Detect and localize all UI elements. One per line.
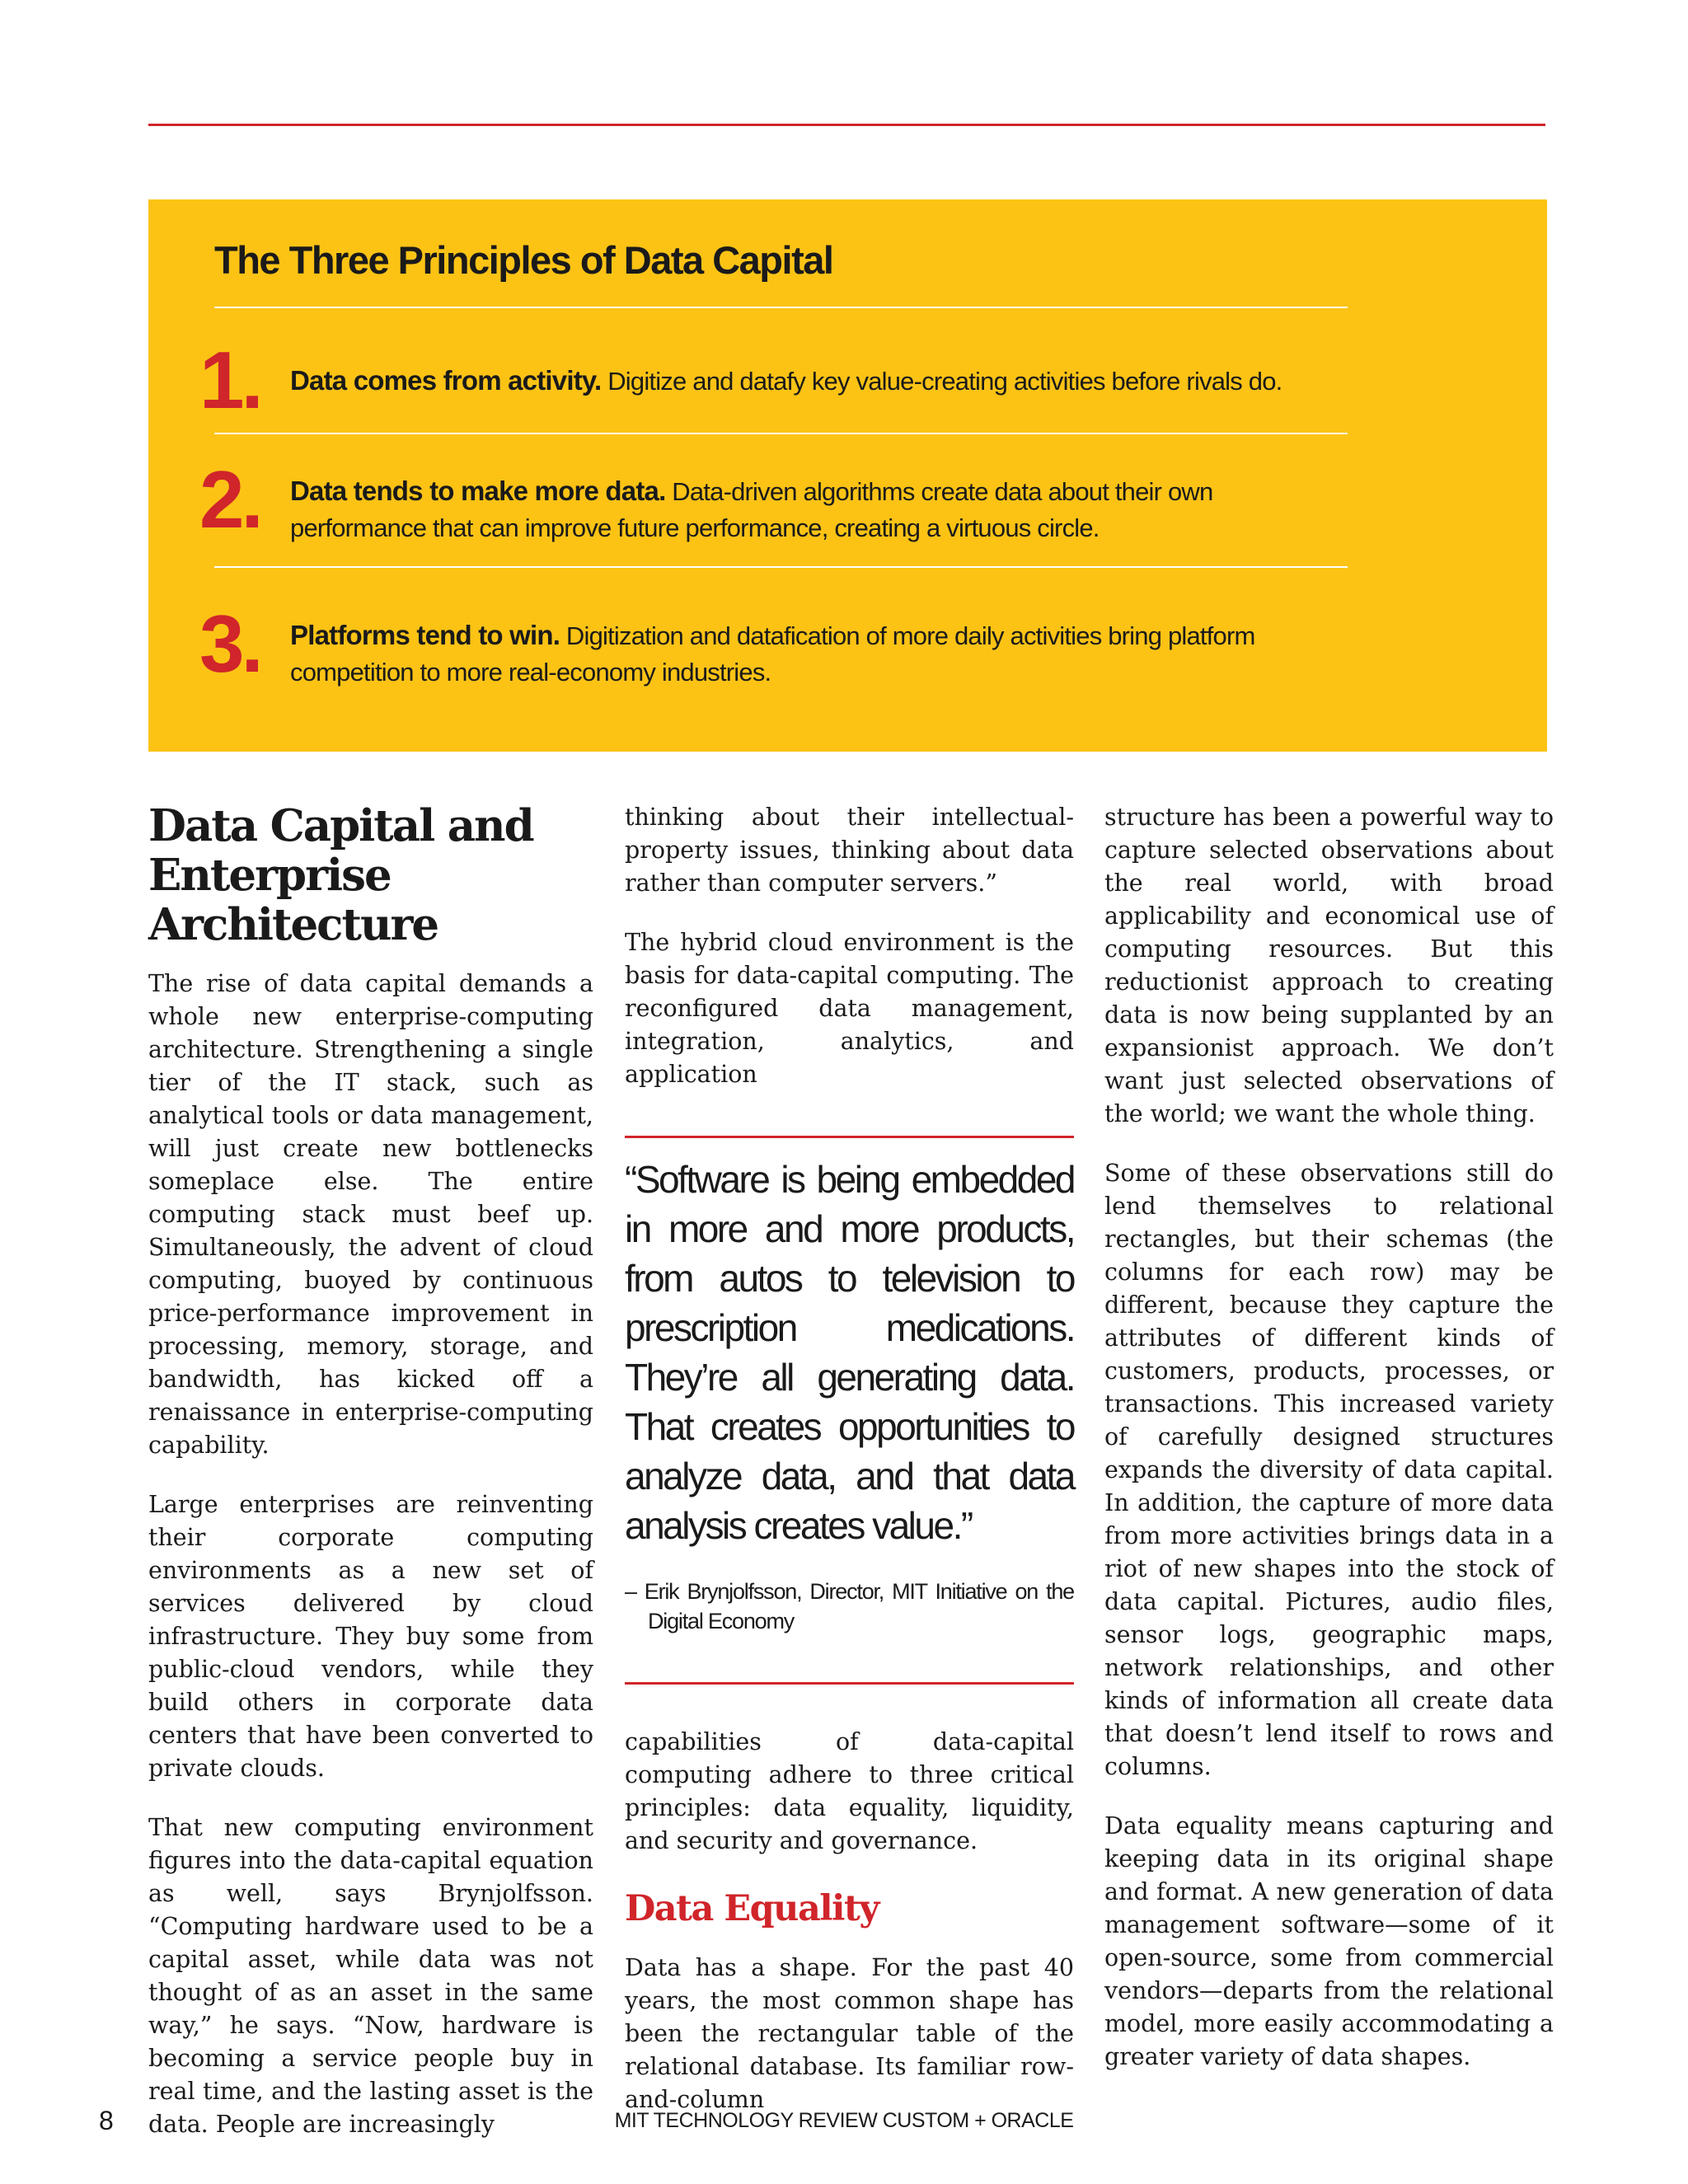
principle-text [290,617,1353,691]
principle-number: 1. [199,335,260,425]
principle-lead: Data comes from activity. [290,365,602,396]
body-paragraph: capabilities of data-capital computing adhere to three critical principles: data equality, liquidity, and security and governance. [625,1728,1074,1854]
page-number: 8 [99,2106,114,2135]
quote-attribution: – Erik Brynjolfsson, Director, MIT Initiative on the Digital Economy [625,1579,1074,1633]
body-paragraph: Some of these observations still do lend themselves to relational rectangles, but their schemas (the columns for each row) may be different, because they capture the attributes of different kinds of customers, products, processes, or transactions. This increased variety of carefully designed structures expands the diversity of data capital. In addition, the capture of more data from more activities brings data in a riot of new shapes into the stock of data capital. Pictures, audio files, sensor logs, geographic maps, network relationships, and other kinds of information all create data that doesn’t lend itself to rows and columns. [1104,1160,1554,1780]
principle-lead: Data tends to make more data. [290,476,666,506]
quote-text: “Software is being embedded in more and more products, from autos to television to prescription medications. They’re all generating data. That creates opportunities to analyze data, and that data analysis creates value.” [625,1158,1074,1547]
principle-body: Data-driven algorithms create data about their own performance that can improve future performance, creating a virtuous circle. [290,477,1213,542]
article-column-2 [625,801,1074,2143]
principle-body: Digitize and datafy key value-creating activities before rivals do. [607,367,1282,396]
principle-number: 2. [199,454,260,545]
principles-divider [214,566,1348,568]
body-paragraph: Data equality means capturing and keeping data in its original shape and format. A new generation of data management software—some of it open-source, some from commercial vendors—departs from the relational model, more easily accommodating a greater variety of data shapes. [1104,1812,1554,2070]
principles-title: The Three Principles of Data Capital [214,238,833,282]
principle-text [290,473,1353,546]
principle-number: 3. [199,598,260,689]
body-paragraph: The rise of data capital demands a whole new enterprise-computing architecture. Strengthening a single tier of the IT stack, such as analytical tools or data management, will just create new bottlenecks someplace else. The entire computing stack must beef up. Simultaneously, the advent of cloud computing, buoyed by continuous price-performance improvement in processing, memory, storage, and bandwidth, has kicked off a renaissance in enterprise-computing capability. [148,970,593,1459]
principles-divider [214,307,1348,308]
principles-divider [214,433,1348,434]
footer-label: MIT TECHNOLOGY REVIEW CUSTOM + ORACLE [614,2109,1074,2132]
body-paragraph: Data has a shape. For the past 40 years, the most common shape has been the rectangular table of the relational database. Its familiar row-and-column [625,1954,1074,2113]
article-column-3 [1104,801,1554,2100]
principles-box [148,199,1547,752]
top-red-rule [148,124,1545,126]
principle-body: Digitization and datafication of more daily activities bring platform competition to more real-economy industries. [290,621,1255,687]
body-paragraph: structure has been a powerful way to capture selected observations about the real world, with broad applicability and economical use of computing resources. But this reductionist approach to creating data is now being supplanted by an expansionist approach. We don’t want just selected observations of the world; we want the whole thing. [1104,804,1554,1127]
principle-lead: Platforms tend to win. [290,620,560,650]
pull-quote [625,1136,1074,1685]
body-paragraph: The hybrid cloud environment is the basis for data-capital computing. The reconfigured data management, integration, analytics, and application [625,929,1074,1088]
article-heading: Data Capital and Enterprise Architecture [148,800,533,950]
principle-text [290,363,1353,400]
body-paragraph: That new computing environment figures into the data-capital equation as well, says Brynjolfsson. “Computing hardware used to be a capital asset, while data was not thought of as an asset in the same way,” he says. “Now, hardware is becoming a service people buy in real time, and the lasting asset is the data. People are increasingly [148,1814,593,2138]
body-paragraph: Large enterprises are reinventing their corporate computing environments as a new set of services delivered by cloud infrastructure. They buy some from public-cloud vendors, while they build others in corporate data centers that have been converted to private clouds. [148,1491,593,1782]
section-subheading: Data Equality [625,1888,879,1929]
body-paragraph: thinking about their intellectual-property issues, thinking about data rather than computer servers.” [625,804,1074,897]
article-column-1 [148,801,593,2168]
